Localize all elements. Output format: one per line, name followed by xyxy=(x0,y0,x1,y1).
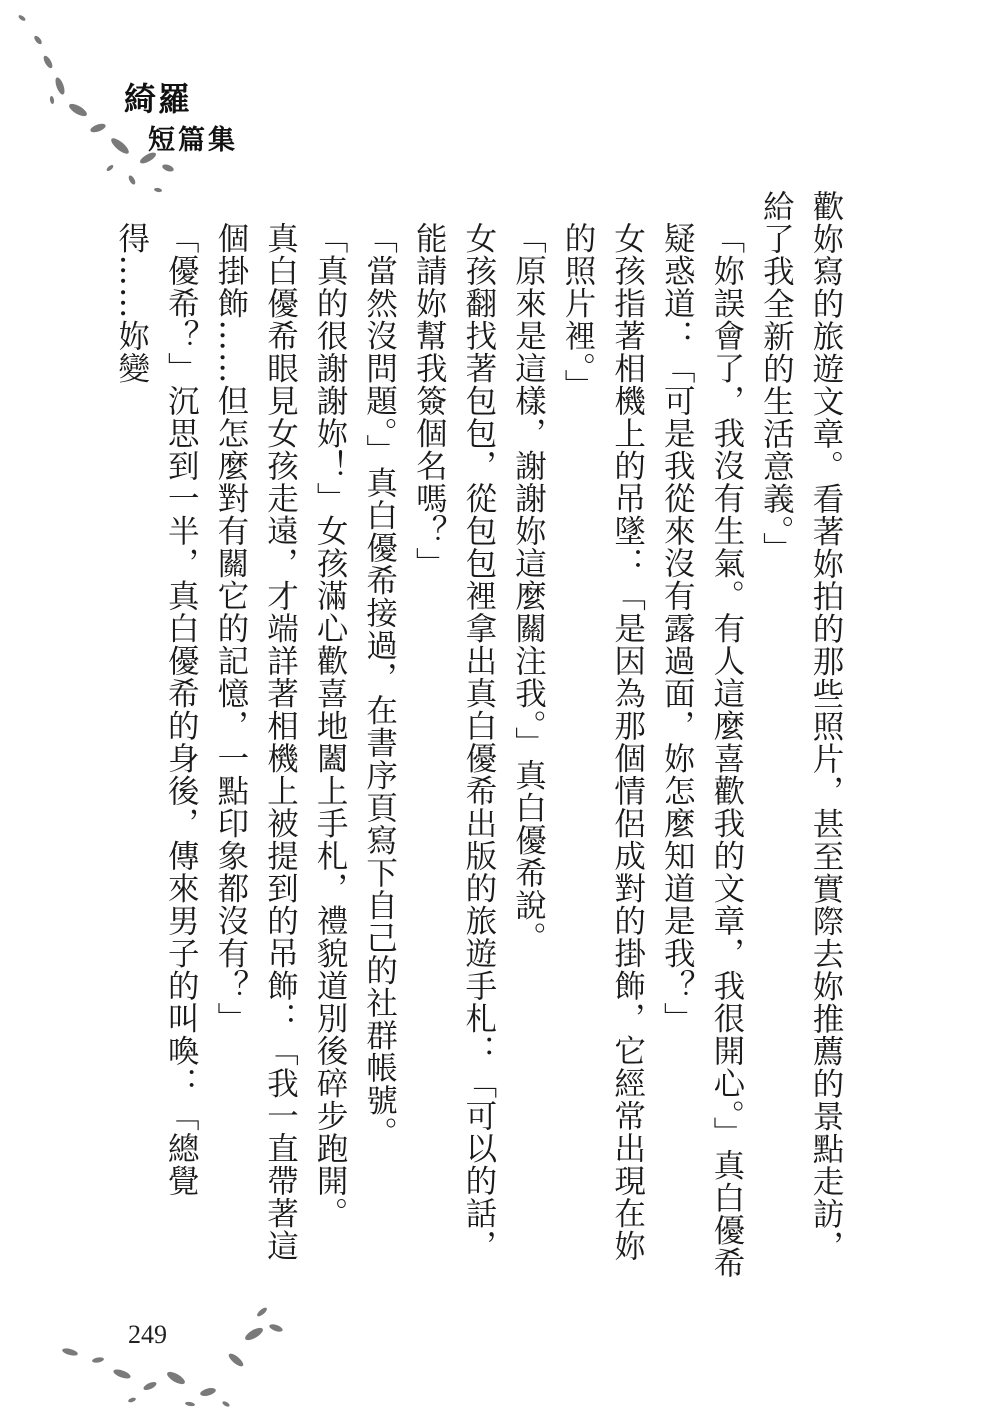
petal-decoration-bottom xyxy=(40,1300,370,1417)
paragraph: 「原來是這樣，謝謝妳這麼關注我。」真白優希說。 xyxy=(510,221,547,954)
paragraph: 「真的很謝謝妳！」女孩滿心歡喜地闔上手札，禮貌道別後碎步跑開。 xyxy=(312,221,349,1229)
paragraph: 「妳誤會了，我沒有生氣。有人這麼喜歡我的文章，我很開心。」真白優希疑惑道：「可是我從來沒有露過面，妳怎麼知道是我？」 xyxy=(659,221,745,1279)
paragraph: 歡妳寫的旅遊文章。看著妳拍的那些照片，甚至實際去妳推薦的景點走訪，給了我全新的生活意義。」 xyxy=(758,190,844,1263)
page-number: 249 xyxy=(128,1320,167,1349)
paragraph: 「優希？」沉思到一半，真白優希的身後，傳來男子的叫喚：「總覺得……妳變 xyxy=(113,221,200,1197)
body-text xyxy=(113,190,850,1280)
paragraph: 真白優希眼見女孩走遠，才端詳著相機上被提到的吊飾：「我一直帶著這個掛飾……但怎麼對有關它的記憶，一點印象都沒有？」 xyxy=(212,221,299,1262)
book-title: 綺羅 xyxy=(124,80,193,118)
series-title: 短篇集 xyxy=(148,125,238,156)
paragraph: 女孩翻找著包包，從包包裡拿出真白優希出版的旅遊手札：「可以的話，能請妳幫我簽個名嗎？」 xyxy=(411,221,497,1262)
paragraph: 「當然沒問題。」真白優希接過，在書序頁寫下自己的社群帳號。 xyxy=(361,221,398,1149)
petal-decoration-top xyxy=(0,0,230,210)
paragraph: 女孩指著相機上的吊墜：「是因為那個情侶成對的掛飾，它經常出現在妳的照片裡。」 xyxy=(560,221,646,1262)
